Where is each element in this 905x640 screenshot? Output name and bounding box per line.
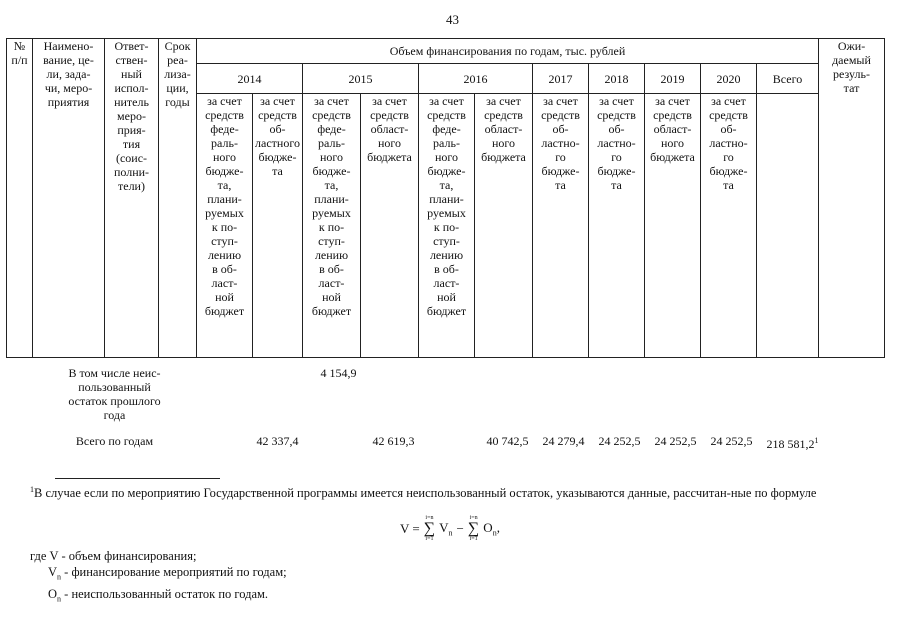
row-total-2017: 24 279,4: [542, 433, 585, 448]
header-result: Ожи- даемый резуль- тат: [819, 39, 885, 358]
subheader-total-empty: [757, 94, 819, 358]
row-total-2016: 40 742,5: [486, 433, 529, 448]
formula: V = i=n ∑ i=1 $V_n$ − i=n ∑ i=1 $O_n$,: [400, 515, 500, 542]
header-year-2018: 2018: [589, 64, 645, 94]
footnote-marker: 1: [30, 485, 34, 494]
definitions: [30, 548, 287, 607]
row-total-2014: 42 337,4: [256, 433, 299, 448]
header-year-2016: 2016: [419, 64, 533, 94]
subheader-2015-federal: за счет средств феде- раль- ного бюдже- та, плани- руемых к по- ступ- лению в об- ласт- ной бюджет: [303, 94, 361, 358]
header-year-2019: 2019: [645, 64, 701, 94]
sum-symbol: i=n ∑ i=1: [467, 515, 480, 542]
header-year-2017: 2017: [533, 64, 589, 94]
header-funding: Объем финансирования по годам, тыс. рублей: [197, 39, 819, 64]
subheader-2014-federal: за счет средств феде- раль- ного бюдже- та, плани- руемых к по- ступ- лению в об- ласт- ной бюджет: [197, 94, 253, 358]
header-year-2014: 2014: [197, 64, 303, 94]
sum-symbol: i=n ∑ i=1: [423, 515, 436, 542]
row-total-all: 218 581,2$^1$: [766, 435, 819, 451]
subheader-2017-regional: за счет средств об- ластно- го бюдже- та: [533, 94, 589, 358]
subheader-2020-regional: за счет средств об- ластно- го бюдже- та: [701, 94, 757, 358]
row-total-2019: 24 252,5: [654, 433, 697, 448]
header-period: Срок реа- лиза- ции, годы: [159, 39, 197, 358]
definition-vn: $V_n$ - финансирование мероприятий по годам;: [48, 565, 287, 582]
subheader-2019-regional: за счет средств област- ного бюджета: [645, 94, 701, 358]
definition-where: где V - объем финансирования;: [30, 549, 197, 563]
row-unused-2015: 4 154,9: [320, 366, 357, 380]
definition-on: $O_n$ - неиспользованный остаток по годам.: [48, 586, 269, 603]
header-name: Наимено- вание, це- ли, зада- чи, меро- приятия: [33, 39, 105, 358]
subheader-2016-federal: за счет средств феде- раль- ного бюдже- та, плани- руемых к по- ступ- лению в об- ласт- ной бюджет: [419, 94, 475, 358]
subheader-2016-regional: за счет средств област- ного бюджета: [475, 94, 533, 358]
page-number: 43: [446, 12, 459, 27]
footnote-divider: [55, 478, 220, 479]
header-year-2020: 2020: [701, 64, 757, 94]
row-total-label: Всего по годам: [75, 433, 154, 448]
row-total-2018: 24 252,5: [598, 433, 641, 448]
subheader-2015-regional: за счет средств област- ного бюджета: [361, 94, 419, 358]
row-unused-label: В том числе неис- пользованный остаток прошлого года: [68, 366, 161, 422]
row-total-2015: 42 619,3: [372, 433, 415, 448]
header-year-2015: 2015: [303, 64, 419, 94]
row-total-2020: 24 252,5: [710, 433, 753, 448]
subheader-2014-regional: за счет средств об- ластного бюдже- та: [253, 94, 303, 358]
header-total: Всего: [757, 64, 819, 94]
subheader-2018-regional: за счет средств об- ластно- го бюдже- та: [589, 94, 645, 358]
footnote-text: $^1$В случае если по мероприятию Государственной программы имеется неиспользованный остаток, указываются данные, рассчитан-ные по формуле: [30, 485, 817, 501]
funding-table: [6, 38, 885, 452]
footnote-ref: 1: [814, 435, 819, 445]
header-num: № п/п: [7, 39, 33, 358]
header-responsible: Ответ- ствен- ный испол- нитель меро- прия- тия (соис- полни- тели): [105, 39, 159, 358]
